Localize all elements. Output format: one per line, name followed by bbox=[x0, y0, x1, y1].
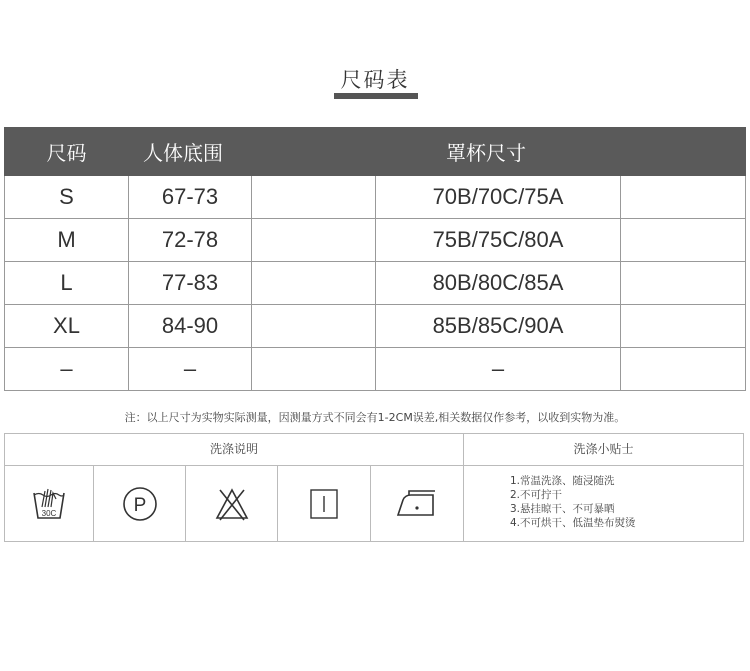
cell-empty bbox=[621, 262, 746, 305]
cell-empty bbox=[621, 305, 746, 348]
page-title: 尺码表 bbox=[340, 68, 410, 92]
cell-size: XL bbox=[5, 305, 129, 348]
cell-cup: 85B/85C/90A bbox=[376, 305, 621, 348]
table-row bbox=[5, 176, 746, 219]
cell-cup: 75B/75C/80A bbox=[376, 219, 621, 262]
line-dry-icon bbox=[278, 466, 371, 542]
table-row bbox=[5, 348, 746, 391]
cell-underbust: 84-90 bbox=[129, 305, 252, 348]
cell-underbust: – bbox=[129, 348, 252, 391]
table-row bbox=[5, 305, 746, 348]
cell-empty bbox=[252, 219, 376, 262]
care-tip: 4.不可烘干、低温垫布熨烫 bbox=[510, 517, 636, 529]
cell-underbust: 67-73 bbox=[129, 176, 252, 219]
cell-underbust: 72-78 bbox=[129, 219, 252, 262]
hand-wash-30c-icon bbox=[5, 466, 94, 542]
dry-clean-p-icon bbox=[94, 466, 186, 542]
cell-cup: 80B/80C/85A bbox=[376, 262, 621, 305]
svg-text:30C: 30C bbox=[41, 509, 57, 518]
cell-empty bbox=[252, 305, 376, 348]
do-not-bleach-icon bbox=[186, 466, 278, 542]
table-header-row bbox=[5, 128, 746, 176]
cell-empty bbox=[621, 219, 746, 262]
cell-underbust: 77-83 bbox=[129, 262, 252, 305]
care-tip: 3.悬挂晾干、不可暴晒 bbox=[510, 503, 615, 515]
svg-text:P: P bbox=[133, 495, 146, 516]
care-tip: 1.常温洗涤、随浸随洗 bbox=[510, 475, 615, 487]
cell-cup: – bbox=[376, 348, 621, 391]
cell-cup: 70B/70C/75A bbox=[376, 176, 621, 219]
size-chart-table bbox=[4, 127, 746, 391]
table-row bbox=[5, 262, 746, 305]
iron-low-icon bbox=[371, 466, 463, 542]
care-tips-header: 洗涤小贴士 bbox=[464, 434, 743, 466]
table-row bbox=[5, 219, 746, 262]
cell-size: S bbox=[5, 176, 129, 219]
cell-empty bbox=[252, 262, 376, 305]
header-underbust: 人体底围 bbox=[129, 128, 376, 176]
cell-empty bbox=[621, 176, 746, 219]
care-tips-list bbox=[510, 474, 636, 530]
care-tip: 2.不可拧干 bbox=[510, 489, 563, 501]
care-icons-row bbox=[5, 466, 464, 542]
cell-empty bbox=[621, 348, 746, 391]
cell-size: M bbox=[5, 219, 129, 262]
cell-empty bbox=[252, 348, 376, 391]
measurement-note: 注：以上尺寸为实物实际测量，因测量方式不同会有1-2CM误差,相关数据仅作参考，以收到实物为准。 bbox=[124, 411, 626, 424]
cell-size: L bbox=[5, 262, 129, 305]
title-underline bbox=[334, 93, 418, 99]
header-cup-size: 罩杯尺寸 bbox=[376, 128, 746, 176]
cell-size: – bbox=[5, 348, 129, 391]
care-instructions-panel bbox=[4, 433, 744, 542]
cell-empty bbox=[252, 176, 376, 219]
care-instructions-header: 洗涤说明 bbox=[5, 434, 464, 466]
header-size: 尺码 bbox=[5, 128, 129, 176]
